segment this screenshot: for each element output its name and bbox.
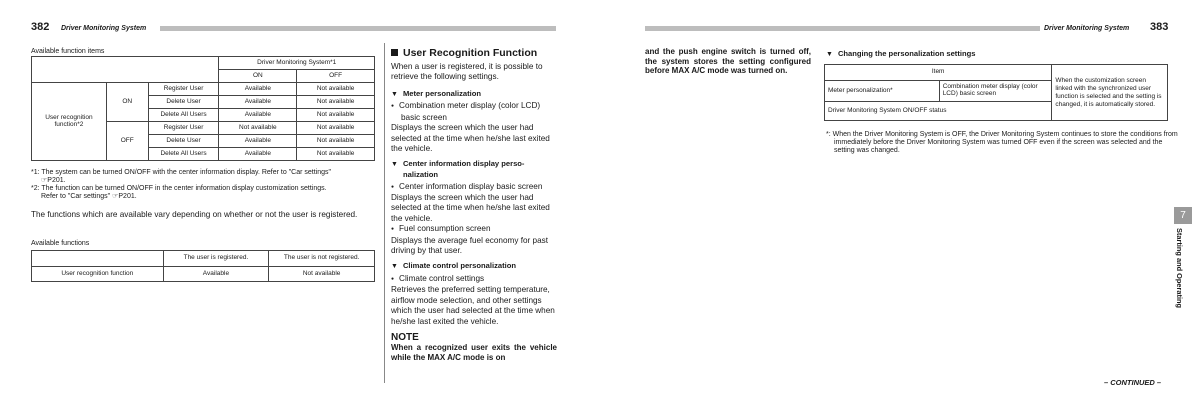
footnote-2 — [31, 185, 376, 201]
table2-registered-value: Available — [163, 267, 269, 282]
table1-row-on: Available — [219, 148, 297, 161]
bullet-icon — [391, 224, 399, 233]
table1-row-name: Delete All Users — [148, 148, 219, 161]
climate-bullet-text: Climate control settings — [399, 274, 485, 284]
table1-row-on: Available — [219, 135, 297, 148]
meter-heading: ▼ Meter personalization — [391, 89, 557, 100]
footnote-1-ref: ☞P201. — [41, 177, 66, 184]
table2-not-registered-value: Not available — [269, 267, 375, 282]
table1-off-label: OFF — [106, 122, 148, 161]
cid-heading-line1: Center information display perso- — [402, 159, 525, 169]
note-title: NOTE — [391, 332, 419, 344]
table1-blank-cell — [32, 57, 219, 83]
cid-heading — [391, 159, 557, 179]
middle-column — [391, 47, 557, 362]
bullet-icon — [391, 274, 399, 283]
table1-row-off: Not available — [297, 96, 375, 109]
chapter-label: Starting and Operating — [1175, 228, 1184, 309]
table1-group-header: Driver Monitoring System*1 — [219, 57, 375, 70]
bullet-icon — [391, 182, 399, 191]
changing-heading: ▼ Changing the personalization settings — [826, 49, 975, 60]
square-icon — [391, 49, 398, 56]
table1-col-off: OFF — [297, 70, 375, 83]
footnote-1 — [31, 169, 376, 185]
table1-col-on: ON — [219, 70, 297, 83]
table1-row-name: Delete User — [148, 96, 219, 109]
table1-row-name: Delete All Users — [148, 109, 219, 122]
column-divider — [384, 43, 385, 383]
user-recognition-heading-text: User Recognition Function — [403, 47, 538, 59]
table1-row-off: Not available — [297, 83, 375, 96]
table3-item-header: Item — [825, 65, 1052, 81]
continued-label: – CONTINUED – — [1104, 378, 1162, 387]
table1-row-name: Delete User — [148, 135, 219, 148]
footnote-1-text: *1: The system can be turned ON/OFF with the center information display. Refer to "Car settings" — [31, 169, 332, 176]
triangle-icon — [391, 159, 403, 168]
right-footnote: *: When the Driver Monitoring System is OFF, the Driver Monitoring System continues to store the conditions from immediately before the Driver Monitoring System was turned OFF even if the screen was selected and the setting was changed. — [826, 131, 1178, 154]
cid-bullet — [391, 182, 557, 193]
table1-row-on: Available — [219, 96, 297, 109]
fuel-text: Displays the average fuel economy for past driving by that user. — [391, 235, 549, 256]
table1-row-name: Register User — [148, 122, 219, 135]
right-header-bar — [645, 26, 1040, 31]
continued-note-text: and the push engine switch is turned off, the system stores the setting configured before MAX A/C mode was turned on. — [645, 47, 811, 76]
table1-row-on: Not available — [219, 122, 297, 135]
table2-row-label: User recognition function — [32, 267, 164, 282]
available-items-caption: Available function items — [31, 48, 105, 55]
table1-row-on: Available — [219, 109, 297, 122]
available-functions-table — [31, 250, 375, 282]
table1-row-group: User recognition function*2 — [32, 83, 107, 161]
table1-on-label: ON — [106, 83, 148, 122]
function-items-table — [31, 56, 375, 161]
table3-note-cell: When the customization screen linked with the synchronized user function is selected and the setting is changed, it is automatically stored. — [1052, 65, 1168, 121]
intro-text: When a user is registered, it is possible to retrieve the following settings. — [391, 62, 543, 82]
table1-row-off: Not available — [297, 122, 375, 135]
user-recognition-heading — [391, 47, 557, 59]
footnote-2-text: *2: The function can be turned ON/OFF in the center information display customization settings. — [31, 185, 327, 192]
table1-row-off: Not available — [297, 135, 375, 148]
climate-heading: ▼ Climate control personalization — [391, 261, 557, 272]
table2-blank-cell — [32, 251, 164, 267]
left-page-number: 382 — [31, 21, 50, 33]
table3-meter-value: Combination meter display (color LCD) basic screen — [939, 81, 1052, 102]
bullet-icon — [391, 101, 399, 110]
table1-row-name: Register User — [148, 83, 219, 96]
functions-paragraph: The functions which are available vary depending on whether or not the user is registered. — [31, 210, 358, 219]
table3-dms-label: Driver Monitoring System ON/OFF status — [825, 102, 1052, 121]
cid-text: Displays the screen which the user had selected at the time when he/she last exited the vehicle. — [391, 193, 550, 223]
cid-heading-line2: nalization — [403, 170, 439, 180]
available-functions-caption: Available functions — [31, 240, 90, 247]
table2-col-registered: The user is registered. — [163, 251, 269, 267]
left-running-title: Driver Monitoring System — [61, 25, 147, 32]
cid-bullet-text: Center information display basic screen — [399, 181, 543, 191]
fuel-bullet — [391, 224, 557, 235]
personalization-table — [824, 64, 1168, 121]
climate-bullet — [391, 274, 557, 285]
table2-col-not-registered: The user is not registered. — [269, 251, 375, 267]
climate-text: Retrieves the preferred setting temperature, airflow mode selection, and other settings which the user had selected at the time when he/she last exited the vehicle. — [391, 285, 555, 326]
meter-bullet-text: Combination meter display (color LCD) basic screen — [399, 101, 541, 122]
table1-row-off: Not available — [297, 109, 375, 122]
right-page-number: 383 — [1150, 21, 1169, 33]
footnote-2-ref: Refer to "Car settings" ☞P201. — [41, 193, 137, 200]
table1-row-off: Not available — [297, 148, 375, 161]
table1-row-on: Available — [219, 83, 297, 96]
meter-bullet — [391, 101, 557, 123]
fuel-bullet-text: Fuel consumption screen — [399, 224, 491, 234]
left-header-bar — [160, 26, 556, 31]
table3-meter-label: Meter personalization* — [825, 81, 940, 102]
meter-text: Displays the screen which the user had selected at the time when he/she last exited the vehicle. — [391, 123, 550, 154]
right-running-title: Driver Monitoring System — [1044, 25, 1130, 32]
chapter-tab: 7 — [1174, 207, 1192, 224]
note-text: When a recognized user exits the vehicle while the MAX A/C mode is on — [391, 343, 557, 362]
